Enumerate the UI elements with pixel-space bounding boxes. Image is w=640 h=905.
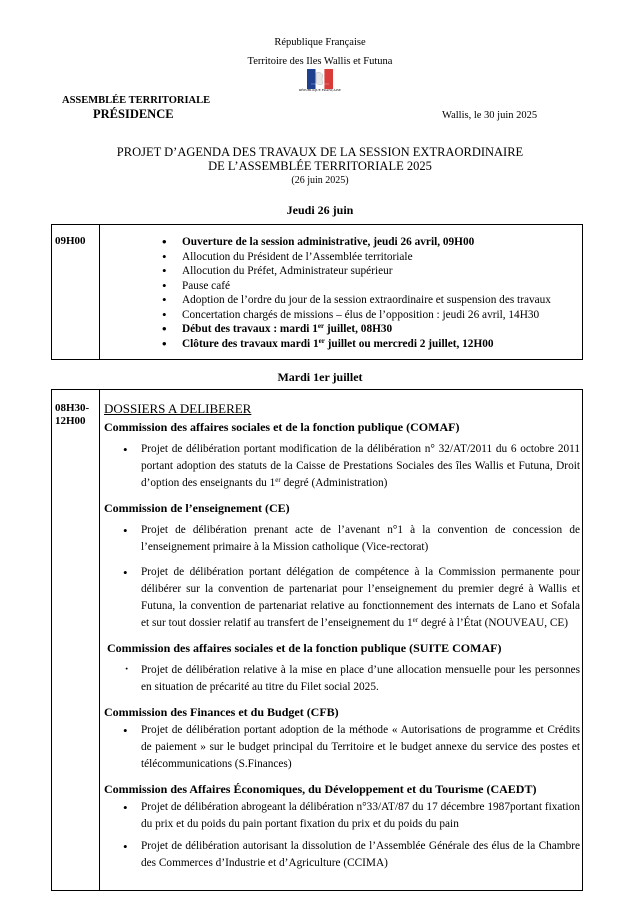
assemblee-label: ASSEMBLÉE TERRITORIALE: [62, 95, 211, 106]
day2-table: [51, 389, 583, 891]
item-sup: er: [275, 476, 281, 484]
list-item: • Allocution du Préfet, Administrateur supérieur: [182, 264, 582, 279]
item-sup: er: [412, 616, 419, 624]
item-text: juillet, 08H30: [324, 323, 393, 335]
commission-cfb: Commission des Finances et du Budget (CFB): [104, 705, 339, 719]
list-item: [141, 564, 580, 632]
item-text: degré à l’État (NOUVEAU, CE): [418, 617, 569, 629]
caedt-list: [104, 799, 580, 872]
document-title-line1: PROJET D’AGENDA DES TRAVAUX DE LA SESSION EXTRAORDINAIRE: [116, 145, 524, 159]
list-item: • Ouverture de la session administrative, jeudi 26 avril, 09H00: [182, 235, 582, 250]
day2-time: [52, 390, 100, 891]
list-item: • Projet de délibération portant adoption de la méthode « Autorisations de programme et Crédits de paiement » sur le budget principal du Territoire et le budget annexe du service des postes et télécommunications (S.Finances): [141, 722, 580, 773]
list-item: • Adoption de l’ordre du jour de la session extraordinaire et suspension des travaux: [182, 293, 582, 308]
day1-list: [100, 235, 582, 351]
day2-time-start: 08H30-: [55, 402, 90, 414]
item-text: degré (Administration): [280, 477, 388, 489]
list-item: • Concertation chargés de missions – élus de l’opposition : jeudi 26 avril, 14H30: [182, 308, 582, 323]
list-item: · Projet de délibération relative à la mise en place d’une allocation mensuelle pour les personnes en situation de précarité au titre du Filet social 2025.: [141, 662, 580, 696]
list-item: [182, 322, 582, 337]
list-item: [141, 441, 580, 492]
document-title-line2: DE L’ASSEMBLÉE TERRITORIALE 2025: [208, 159, 432, 173]
item-text: Projet de délibération portant modification de la délibération n° 32/AT/2011 du 6 octobre 2011 portant adoption des statuts de la Caisse de Prestations Sociales des îles Wallis et Futuna, Droit d’option des enseignants du 1: [141, 443, 580, 489]
comaf-suite-list: [104, 662, 580, 696]
day2-time-end: 12H00: [55, 415, 86, 427]
day1-time: 09H00: [52, 225, 100, 360]
item-text: Clôture des travaux mardi 1: [182, 337, 319, 350]
day2-content: [100, 390, 583, 891]
day1-table: [51, 224, 583, 360]
day1-content: [100, 225, 583, 360]
presidence-label: PRÉSIDENCE: [93, 107, 174, 121]
item-text: Début des travaux : mardi 1: [182, 323, 318, 335]
commission-caedt: Commission des Affaires Économiques, du Développement et du Tourisme (CAEDT): [104, 782, 537, 796]
dossiers-heading: DOSSIERS A DELIBERER: [104, 401, 252, 416]
item-sup: er: [318, 336, 325, 345]
ce-list: [104, 522, 580, 632]
republique-francaise: République Française: [274, 37, 366, 48]
territoire-name: Territoire des Iles Wallis et Futuna: [247, 56, 393, 67]
list-item: • Allocution du Président de l’Assemblée territoriale: [182, 250, 582, 265]
logo-caption: RÉPUBLIQUE FRANÇAISE: [298, 88, 342, 92]
marianne-logo: [307, 69, 333, 89]
list-item: • Projet de délibération prenant acte de l’avenant n°1 à la convention de concession de l’enseignement primaire à la Mission catholique (Vice-rectorat): [141, 522, 580, 556]
list-item: • Projet de délibération autorisant la dissolution de l’Assemblée Générale des élus de la Chambre des Commerces d’Industrie et d’Agriculture (CCIMA): [141, 838, 580, 872]
commission-comaf: Commission des affaires sociales et de la fonction publique (COMAF): [104, 420, 460, 434]
commission-comaf-suite: Commission des affaires sociales et de la fonction publique (SUITE COMAF): [107, 641, 502, 655]
day2-heading: Mardi 1er juillet: [277, 370, 363, 384]
list-item: • Projet de délibération abrogeant la délibération n°33/AT/87 du 17 décembre 1987portant fixation du prix et du poids du pain portant fixation du prix et du poids du pain: [141, 799, 580, 833]
item-text: Projet de délibération portant délégation de compétence à la Commission permanente pour délibérer sur la convention de partenariat pour l’enseignement du premier degré à Wallis et Futuna, la convention de partenariat relative au fonctionnement des internats de Lano et Sofala et sur tout dossier relatif au transfert de l’enseignement du 1: [141, 566, 580, 629]
item-sup: er: [317, 322, 325, 330]
list-item: • Pause café: [182, 279, 582, 294]
list-item: [182, 337, 582, 352]
document-date: Wallis, le 30 juin 2025: [442, 110, 538, 121]
document-title-date: (26 juin 2025): [291, 175, 349, 186]
commission-ce: Commission de l’enseignement (CE): [104, 501, 290, 515]
cfb-list: [104, 722, 580, 773]
day1-heading: Jeudi 26 juin: [286, 203, 354, 217]
item-text: juillet ou mercredi 2 juillet, 12H00: [324, 337, 494, 350]
comaf-list: [104, 441, 580, 492]
